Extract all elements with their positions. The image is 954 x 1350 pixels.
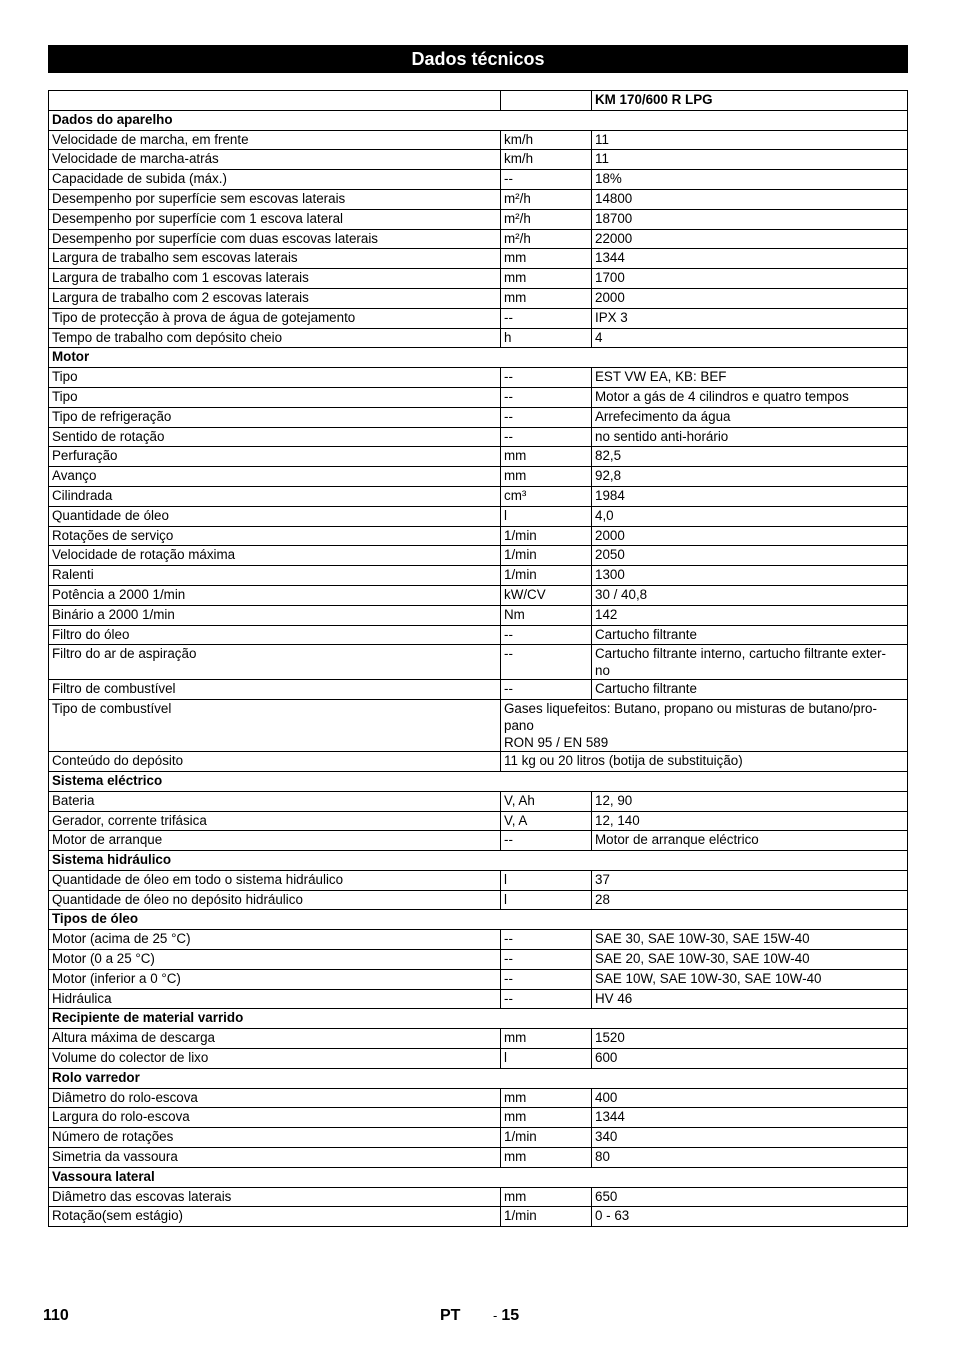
spec-unit: mm	[501, 447, 592, 467]
section-title: Recipiente de material varrido	[49, 1009, 908, 1029]
spec-label: Motor (acima de 25 °C)	[49, 930, 501, 950]
spec-value: 1344	[592, 1108, 908, 1128]
spec-value: 1700	[592, 269, 908, 289]
spec-value: 22000	[592, 229, 908, 249]
spec-label: Tipo	[49, 387, 501, 407]
spec-row	[49, 427, 908, 447]
table-header-row	[49, 91, 908, 111]
section-header-row	[49, 1167, 908, 1187]
spec-row	[49, 752, 908, 772]
spec-unit: kW/CV	[501, 585, 592, 605]
spec-value: 600	[592, 1049, 908, 1069]
spec-unit: Nm	[501, 605, 592, 625]
spec-row	[49, 1148, 908, 1168]
spec-label: Bateria	[49, 791, 501, 811]
spec-label: Quantidade de óleo	[49, 506, 501, 526]
spec-row	[49, 645, 908, 680]
spec-value: 0 - 63	[592, 1207, 908, 1227]
spec-label: Motor (inferior a 0 °C)	[49, 969, 501, 989]
spec-row	[49, 1108, 908, 1128]
spec-row	[49, 130, 908, 150]
spec-value: 4	[592, 328, 908, 348]
spec-label: Filtro de combustível	[49, 680, 501, 700]
spec-label: Perfuração	[49, 447, 501, 467]
spec-unit: m²/h	[501, 229, 592, 249]
spec-label: Velocidade de marcha-atrás	[49, 150, 501, 170]
spec-unit: l	[501, 870, 592, 890]
spec-row	[49, 249, 908, 269]
spec-value: no sentido anti-horário	[592, 427, 908, 447]
spec-unit: 1/min	[501, 546, 592, 566]
spec-row	[49, 447, 908, 467]
spec-label: Quantidade de óleo em todo o sistema hidráulico	[49, 870, 501, 890]
spec-row	[49, 546, 908, 566]
spec-unit: m²/h	[501, 189, 592, 209]
section-header-row	[49, 1068, 908, 1088]
spec-label: Número de rotações	[49, 1128, 501, 1148]
spec-label: Desempenho por superfície com 1 escova lateral	[49, 209, 501, 229]
spec-value: SAE 20, SAE 10W-30, SAE 10W-40	[592, 950, 908, 970]
spec-label: Velocidade de marcha, em frente	[49, 130, 501, 150]
spec-unit: 1/min	[501, 1128, 592, 1148]
spec-row	[49, 831, 908, 851]
spec-row	[49, 1029, 908, 1049]
spec-label: Rotação(sem estágio)	[49, 1207, 501, 1227]
spec-label: Rotações de serviço	[49, 526, 501, 546]
spec-value: 12, 140	[592, 811, 908, 831]
spec-unit: km/h	[501, 150, 592, 170]
spec-value: 11	[592, 150, 908, 170]
spec-label: Gerador, corrente trifásica	[49, 811, 501, 831]
spec-value: IPX 3	[592, 308, 908, 328]
spec-unit: --	[501, 407, 592, 427]
spec-value: 1300	[592, 566, 908, 586]
spec-label: Tipo de protecção à prova de água de gotejamento	[49, 308, 501, 328]
section-header-row	[49, 348, 908, 368]
spec-label: Sentido de rotação	[49, 427, 501, 447]
spec-value: 92,8	[592, 467, 908, 487]
spec-unit: mm	[501, 1088, 592, 1108]
spec-label: Avanço	[49, 467, 501, 487]
spec-row	[49, 1088, 908, 1108]
spec-unit: m²/h	[501, 209, 592, 229]
spec-unit: --	[501, 308, 592, 328]
spec-row	[49, 1187, 908, 1207]
spec-unit: --	[501, 989, 592, 1009]
spec-label: Largura de trabalho com 1 escovas laterais	[49, 269, 501, 289]
spec-row	[49, 467, 908, 487]
spec-value: 1984	[592, 486, 908, 506]
spec-unit: --	[501, 950, 592, 970]
spec-label: Volume do colector de lixo	[49, 1049, 501, 1069]
spec-row	[49, 526, 908, 546]
spec-row	[49, 680, 908, 700]
spec-unit: mm	[501, 1148, 592, 1168]
spec-row	[49, 269, 908, 289]
spec-unit: km/h	[501, 130, 592, 150]
spec-unit: --	[501, 680, 592, 700]
spec-label: Largura de trabalho com 2 escovas laterais	[49, 288, 501, 308]
spec-value: Cartucho filtrante	[592, 625, 908, 645]
section-title: Motor	[49, 348, 908, 368]
spec-row	[49, 506, 908, 526]
page-dash: -	[493, 1308, 498, 1323]
section-header-row	[49, 851, 908, 871]
spec-value: 82,5	[592, 447, 908, 467]
spec-row	[49, 486, 908, 506]
spec-unit: h	[501, 328, 592, 348]
spec-value: Gases liquefeitos: Butano, propano ou misturas de butano/pro- pano RON 95 / EN 589	[501, 700, 908, 752]
spec-value: 18%	[592, 170, 908, 190]
spec-value: 11	[592, 130, 908, 150]
spec-value: HV 46	[592, 989, 908, 1009]
spec-unit: l	[501, 890, 592, 910]
spec-unit: l	[501, 1049, 592, 1069]
spec-unit: V, A	[501, 811, 592, 831]
spec-label: Desempenho por superfície com duas escovas laterais	[49, 229, 501, 249]
spec-label: Quantidade de óleo no depósito hidráulico	[49, 890, 501, 910]
spec-label: Potência a 2000 1/min	[49, 585, 501, 605]
spec-value: Motor a gás de 4 cilindros e quatro tempos	[592, 387, 908, 407]
spec-unit: --	[501, 831, 592, 851]
section-page	[493, 1307, 519, 1325]
spec-value: 12, 90	[592, 791, 908, 811]
spec-value: 18700	[592, 209, 908, 229]
spec-row	[49, 989, 908, 1009]
section-header-row	[49, 110, 908, 130]
section-title: Vassoura lateral	[49, 1167, 908, 1187]
spec-label: Tipo de combustível	[49, 700, 501, 752]
spec-row	[49, 407, 908, 427]
spec-label: Filtro do ar de aspiração	[49, 645, 501, 680]
spec-row	[49, 870, 908, 890]
section-title: Sistema eléctrico	[49, 771, 908, 791]
spec-row	[49, 566, 908, 586]
spec-value: Arrefecimento da água	[592, 407, 908, 427]
spec-label: Hidráulica	[49, 989, 501, 1009]
header-empty-cell	[49, 91, 501, 111]
spec-value: 650	[592, 1187, 908, 1207]
spec-value: 4,0	[592, 506, 908, 526]
spec-label: Simetria da vassoura	[49, 1148, 501, 1168]
spec-unit: l	[501, 506, 592, 526]
spec-unit: 1/min	[501, 526, 592, 546]
spec-unit: --	[501, 170, 592, 190]
spec-row	[49, 585, 908, 605]
spec-label: Motor (0 a 25 °C)	[49, 950, 501, 970]
spec-row	[49, 811, 908, 831]
spec-value: 2000	[592, 526, 908, 546]
language-code: PT	[440, 1307, 461, 1324]
spec-unit: cm³	[501, 486, 592, 506]
spec-value: SAE 30, SAE 10W-30, SAE 15W-40	[592, 930, 908, 950]
spec-row	[49, 387, 908, 407]
spec-row	[49, 969, 908, 989]
spec-value: 80	[592, 1148, 908, 1168]
spec-value: Cartucho filtrante	[592, 680, 908, 700]
spec-row	[49, 1128, 908, 1148]
spec-value: 2050	[592, 546, 908, 566]
spec-row	[49, 1049, 908, 1069]
spec-unit: V, Ah	[501, 791, 592, 811]
spec-value: 1520	[592, 1029, 908, 1049]
spec-row	[49, 229, 908, 249]
spec-value: 11 kg ou 20 litros (botija de substituição)	[501, 752, 908, 772]
spec-label: Binário a 2000 1/min	[49, 605, 501, 625]
spec-row	[49, 700, 908, 752]
spec-value: 2000	[592, 288, 908, 308]
spec-row	[49, 1207, 908, 1227]
section-page-number: 15	[501, 1307, 520, 1324]
spec-label: Tipo de refrigeração	[49, 407, 501, 427]
spec-label: Conteúdo do depósito	[49, 752, 501, 772]
header-empty-cell	[501, 91, 592, 111]
spec-unit: mm	[501, 467, 592, 487]
spec-label: Desempenho por superfície sem escovas laterais	[49, 189, 501, 209]
spec-value: 14800	[592, 189, 908, 209]
spec-label: Cilindrada	[49, 486, 501, 506]
spec-value: 400	[592, 1088, 908, 1108]
spec-row	[49, 605, 908, 625]
spec-unit: 1/min	[501, 566, 592, 586]
section-header-row	[49, 1009, 908, 1029]
page-number: 110	[43, 1307, 69, 1324]
spec-label: Altura máxima de descarga	[49, 1029, 501, 1049]
spec-value: 340	[592, 1128, 908, 1148]
spec-label: Diâmetro das escovas laterais	[49, 1187, 501, 1207]
spec-value: 1344	[592, 249, 908, 269]
spec-row	[49, 950, 908, 970]
spec-row	[49, 189, 908, 209]
spec-label: Filtro do óleo	[49, 625, 501, 645]
spec-unit: mm	[501, 269, 592, 289]
spec-unit: 1/min	[501, 1207, 592, 1227]
spec-row	[49, 150, 908, 170]
spec-label: Diâmetro do rolo-escova	[49, 1088, 501, 1108]
spec-unit: mm	[501, 1029, 592, 1049]
section-title: Tipos de óleo	[49, 910, 908, 930]
spec-label: Largura de trabalho sem escovas laterais	[49, 249, 501, 269]
spec-value: Cartucho filtrante interno, cartucho filtrante exter- no	[592, 645, 908, 680]
spec-unit: mm	[501, 249, 592, 269]
spec-value: Motor de arranque eléctrico	[592, 831, 908, 851]
spec-row	[49, 890, 908, 910]
spec-unit: mm	[501, 1187, 592, 1207]
section-header-row	[49, 771, 908, 791]
section-header-row	[49, 910, 908, 930]
spec-row	[49, 170, 908, 190]
section-title: Rolo varredor	[49, 1068, 908, 1088]
spec-value: 28	[592, 890, 908, 910]
spec-value: 142	[592, 605, 908, 625]
section-title: Sistema hidráulico	[49, 851, 908, 871]
section-title: Dados do aparelho	[49, 110, 908, 130]
spec-label: Velocidade de rotação máxima	[49, 546, 501, 566]
spec-label: Tempo de trabalho com depósito cheio	[49, 328, 501, 348]
spec-unit: --	[501, 368, 592, 388]
spec-value: SAE 10W, SAE 10W-30, SAE 10W-40	[592, 969, 908, 989]
spec-unit: --	[501, 387, 592, 407]
spec-value: 30 / 40,8	[592, 585, 908, 605]
spec-row	[49, 625, 908, 645]
spec-row	[49, 308, 908, 328]
spec-label: Largura do rolo-escova	[49, 1108, 501, 1128]
spec-unit: --	[501, 625, 592, 645]
spec-value: EST VW EA, KB: BEF	[592, 368, 908, 388]
spec-label: Ralenti	[49, 566, 501, 586]
page-title: Dados técnicos	[48, 45, 908, 73]
model-header: KM 170/600 R LPG	[592, 91, 908, 111]
spec-row	[49, 930, 908, 950]
spec-label: Tipo	[49, 368, 501, 388]
spec-value: 37	[592, 870, 908, 890]
spec-row	[49, 328, 908, 348]
spec-unit: --	[501, 969, 592, 989]
spec-unit: --	[501, 427, 592, 447]
spec-label: Motor de arranque	[49, 831, 501, 851]
spec-table	[48, 90, 908, 1227]
spec-unit: --	[501, 930, 592, 950]
spec-row	[49, 288, 908, 308]
spec-unit: --	[501, 645, 592, 680]
spec-row	[49, 791, 908, 811]
spec-row	[49, 368, 908, 388]
spec-unit: mm	[501, 288, 592, 308]
spec-unit: mm	[501, 1108, 592, 1128]
spec-row	[49, 209, 908, 229]
spec-label: Capacidade de subida (máx.)	[49, 170, 501, 190]
